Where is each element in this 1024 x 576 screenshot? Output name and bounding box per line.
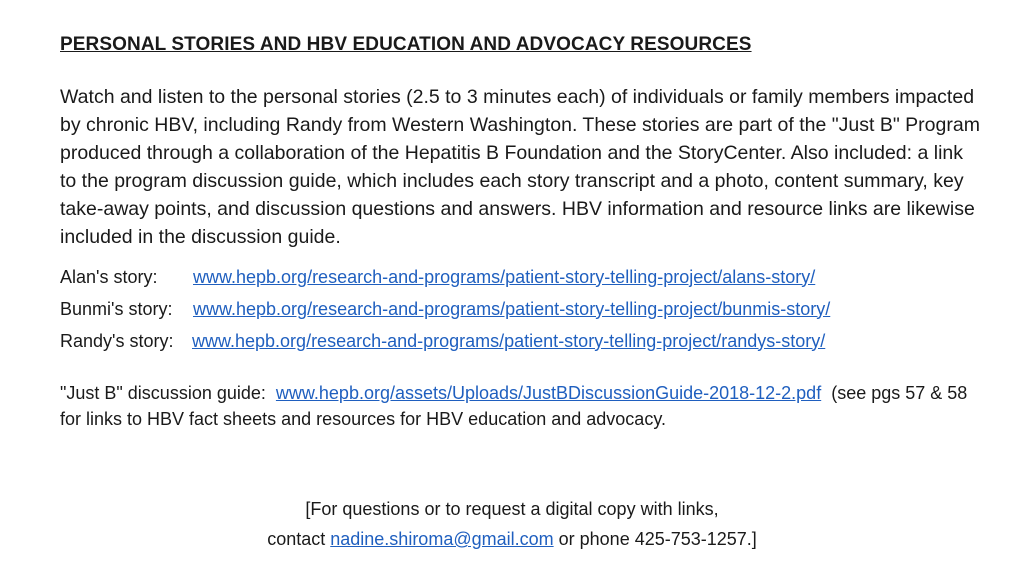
- contact-line-2: [0, 524, 1024, 554]
- contact-suffix: or phone 425-753-1257.]: [558, 529, 757, 549]
- story-row-alan: [60, 261, 980, 293]
- intro-paragraph: [60, 83, 980, 251]
- discussion-guide-link[interactable]: www.hepb.org/assets/Uploads/JustBDiscussionGuide-2018-12-2.pdf: [275, 383, 822, 403]
- alan-story-link[interactable]: www.hepb.org/research-and-programs/patient-story-telling-project/alans-story/: [193, 266, 816, 287]
- guide-note: (see pgs 57 & 58 for links to HBV fact sheets and resources for HBV education and advocacy.: [60, 383, 968, 429]
- story-links: [60, 261, 980, 357]
- discussion-guide-paragraph: [60, 380, 970, 432]
- randy-story-link[interactable]: www.hepb.org/research-and-programs/patient-story-telling-project/randys-story/: [192, 330, 826, 351]
- email-link[interactable]: nadine.shiroma@gmail.com: [330, 529, 554, 549]
- intro-text: Watch and listen to the personal stories (2.5 to 3 minutes each) of individuals or family members impacted by chronic HBV, including Randy from Western Washington. These stories are part of the "Just B" Program produced through a collaboration of the Hepatitis B Foundation and the StoryCenter. Also included: a link to the program discussion guide, which includes each story transcript and a photo, content summary, key take-away points, and discussion questions and answers. HBV information and resource links are likewise included in the discussion guide.: [60, 86, 980, 248]
- contact-prefix: contact: [267, 529, 326, 549]
- guide-label: "Just B" discussion guide:: [60, 383, 266, 403]
- page-title: PERSONAL STORIES AND HBV EDUCATION AND ADVOCACY RESOURCES: [60, 34, 752, 55]
- story-label: Alan's story:: [60, 266, 158, 287]
- contact-info: [0, 494, 1024, 554]
- story-row-bunmi: [60, 293, 980, 325]
- document-page: [60, 34, 980, 432]
- story-row-randy: [60, 325, 980, 357]
- story-label: Bunmi's story:: [60, 298, 173, 319]
- bunmi-story-link[interactable]: www.hepb.org/research-and-programs/patient-story-telling-project/bunmis-story/: [193, 298, 831, 319]
- story-label: Randy's story:: [60, 330, 174, 351]
- contact-line-1: [For questions or to request a digital copy with links,: [305, 499, 719, 519]
